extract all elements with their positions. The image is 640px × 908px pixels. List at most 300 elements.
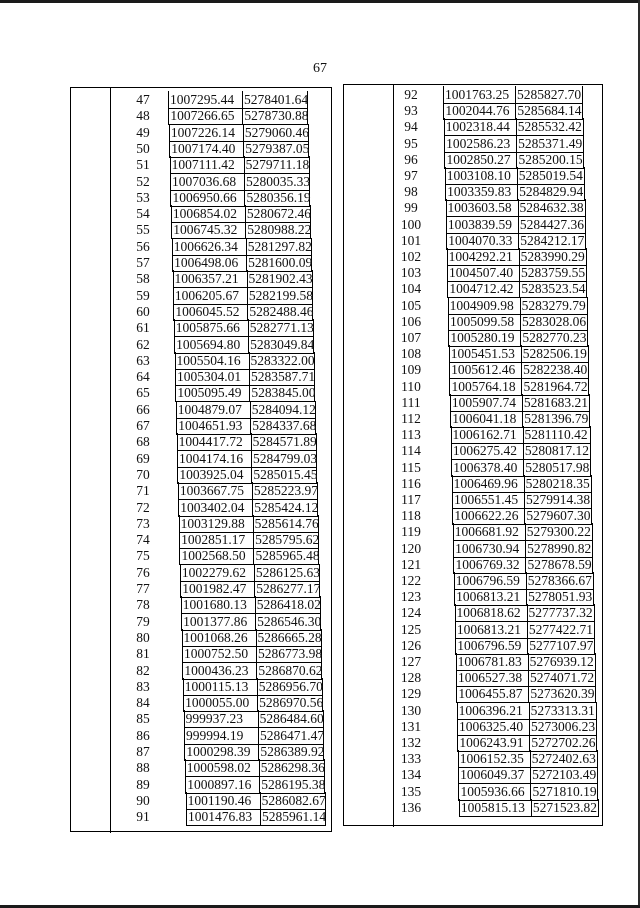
table-row	[344, 86, 604, 103]
y-coordinate: 5285424.12	[254, 499, 319, 515]
x-coordinate: 1005764.18	[449, 378, 521, 396]
y-coordinate: 5286870.62	[258, 662, 323, 678]
x-coordinate: 1002279.62	[180, 564, 254, 582]
point-number: 51	[136, 157, 150, 173]
point-number: 75	[136, 548, 150, 564]
point-number: 63	[136, 352, 150, 368]
y-coordinate: 5273620.39	[530, 686, 595, 702]
x-coordinate: 1006681.92	[453, 523, 525, 541]
x-coordinate: 1007036.68	[170, 173, 244, 191]
y-coordinate: 5284571.89	[252, 434, 317, 450]
point-number: 107	[400, 330, 422, 345]
x-coordinate: 1005095.49	[175, 384, 249, 402]
y-coordinate: 5286298.36	[260, 760, 325, 776]
x-coordinate: 1000115.13	[183, 678, 257, 696]
point-number: 111	[401, 394, 421, 410]
x-coordinate: 1005936.66	[458, 783, 530, 801]
table-row	[344, 799, 604, 816]
x-coordinate: 1006950.66	[170, 189, 244, 207]
table-row	[71, 107, 333, 124]
table-row	[71, 547, 333, 564]
table-row	[71, 531, 333, 548]
y-coordinate: 5283279.79	[521, 297, 586, 313]
point-number: 110	[401, 378, 421, 394]
table-row	[344, 621, 604, 638]
x-coordinate: 1006162.71	[451, 426, 523, 444]
point-number: 80	[136, 629, 150, 645]
y-coordinate: 5285614.76	[254, 515, 319, 531]
table-row	[71, 368, 333, 385]
y-coordinate: 5285200.15	[518, 151, 583, 167]
table-row	[344, 523, 604, 540]
y-coordinate: 5278678.59	[527, 556, 592, 572]
point-number: 92	[404, 87, 418, 102]
y-coordinate: 5280035.33	[246, 173, 311, 189]
table-row	[344, 750, 604, 767]
x-coordinate: 1005694.80	[174, 336, 248, 354]
x-coordinate: 1006730.94	[453, 540, 525, 558]
y-coordinate: 5286665.28	[257, 629, 322, 645]
y-coordinate: 5280218.35	[525, 475, 590, 491]
x-coordinate: 1006357.21	[173, 270, 247, 288]
x-coordinate: 1006551.45	[452, 491, 524, 509]
point-number: 54	[136, 206, 150, 222]
point-number: 59	[136, 287, 150, 303]
y-coordinate: 5285019.54	[518, 168, 583, 183]
point-number: 127	[400, 654, 422, 669]
y-coordinate: 5278051.93	[528, 589, 593, 605]
x-coordinate: 1006622.26	[452, 507, 524, 525]
x-coordinate: 1006378.40	[451, 459, 523, 477]
table-row	[71, 759, 333, 776]
table-row	[344, 297, 604, 314]
point-number: 53	[136, 189, 150, 205]
point-number: 134	[400, 767, 422, 783]
x-coordinate: 1001068.26	[182, 629, 256, 647]
table-row	[71, 254, 333, 271]
x-coordinate: 1001190.46	[186, 792, 260, 810]
table-row	[344, 556, 604, 573]
table-row	[344, 345, 604, 362]
y-coordinate: 5272702.26	[531, 735, 596, 750]
point-number: 105	[400, 297, 422, 313]
x-coordinate: 1001982.47	[180, 580, 254, 598]
table-row	[344, 216, 604, 233]
x-coordinate: 1005304.01	[175, 368, 249, 386]
y-coordinate: 5272402.63	[531, 751, 596, 767]
y-coordinate: 5271810.19	[532, 783, 597, 799]
x-coordinate: 1000298.39	[184, 743, 258, 761]
table-row	[344, 685, 604, 702]
table-row	[344, 475, 604, 492]
table-row	[344, 232, 604, 249]
table-row	[344, 313, 604, 330]
y-coordinate: 5278730.88	[244, 108, 309, 124]
y-coordinate: 5285795.62	[255, 532, 320, 548]
table-row	[344, 361, 604, 378]
x-coordinate: 1000897.16	[185, 776, 259, 794]
y-coordinate: 5278366.67	[527, 573, 592, 588]
x-coordinate: 1005907.74	[450, 394, 522, 412]
y-coordinate: 5286773.98	[257, 646, 323, 662]
point-number: 97	[404, 168, 418, 183]
y-coordinate: 5285371.49	[518, 135, 583, 151]
point-number: 124	[400, 605, 422, 621]
table-row	[71, 580, 333, 597]
y-coordinate: 5277422.71	[528, 621, 593, 637]
x-coordinate: 1004879.07	[176, 401, 250, 419]
point-number: 89	[136, 776, 150, 792]
table-row	[344, 637, 604, 654]
point-number: 136	[400, 799, 422, 815]
table-row	[71, 710, 333, 727]
x-coordinate: 1007174.40	[169, 140, 243, 158]
point-number: 130	[400, 702, 422, 718]
point-number: 115	[401, 459, 421, 475]
table-row	[71, 221, 333, 238]
table-row	[71, 238, 333, 255]
y-coordinate: 5286546.30	[257, 613, 322, 629]
y-coordinate: 5284094.12	[251, 401, 316, 417]
x-coordinate: 1006769.32	[453, 556, 525, 574]
point-number: 72	[136, 499, 150, 515]
point-number: 84	[136, 695, 150, 711]
table-row	[71, 303, 333, 320]
table-row	[71, 205, 333, 222]
table-row	[344, 167, 604, 184]
x-coordinate: 1006781.83	[456, 653, 528, 671]
table-row	[71, 91, 333, 108]
y-coordinate: 5285961.14	[262, 809, 327, 825]
table-row	[71, 384, 333, 401]
y-coordinate: 5282199.58	[248, 287, 314, 303]
y-coordinate: 5283990.29	[520, 249, 585, 264]
x-coordinate: 1002318.44	[444, 118, 516, 136]
y-coordinate: 5281902.43	[248, 271, 313, 287]
point-number: 60	[136, 303, 150, 319]
y-coordinate: 5285532.42	[517, 119, 582, 135]
table-row	[71, 727, 333, 744]
y-coordinate: 5277737.32	[528, 605, 593, 621]
table-row	[344, 507, 604, 524]
table-row	[71, 792, 333, 809]
x-coordinate: 1006498.06	[172, 254, 246, 272]
point-number: 100	[400, 216, 422, 232]
table-row	[344, 459, 604, 476]
x-coordinate: 1006854.02	[171, 205, 245, 223]
y-coordinate: 5273313.31	[530, 702, 595, 718]
y-coordinate: 5273006.23	[531, 718, 596, 734]
point-number: 48	[136, 108, 150, 124]
point-number: 101	[400, 232, 422, 248]
x-coordinate: 1005612.46	[449, 361, 521, 379]
point-number: 122	[400, 573, 422, 588]
point-number: 123	[400, 589, 422, 605]
point-number: 76	[136, 564, 150, 580]
y-coordinate: 5282770.23	[522, 330, 587, 345]
x-coordinate: 1007266.65	[168, 107, 242, 125]
point-number: 102	[400, 249, 422, 264]
x-coordinate: 1000436.23	[182, 662, 256, 680]
point-number: 78	[136, 597, 150, 613]
y-coordinate: 5286277.17	[256, 581, 321, 596]
x-coordinate: 1001763.25	[443, 86, 515, 104]
y-coordinate: 5283759.55	[520, 265, 586, 281]
y-coordinate: 5283028.06	[522, 313, 587, 329]
y-coordinate: 5282238.40	[523, 362, 588, 378]
table-row	[344, 718, 604, 735]
point-number: 131	[400, 718, 422, 734]
point-number: 83	[136, 678, 150, 694]
y-coordinate: 5281297.82	[247, 238, 312, 254]
y-coordinate: 5284212.17	[520, 232, 585, 248]
x-coordinate: 1002851.17	[179, 531, 253, 549]
point-number: 68	[136, 434, 150, 450]
table-row	[344, 442, 604, 459]
x-coordinate: 1006275.42	[451, 442, 523, 460]
table-row	[71, 482, 333, 499]
point-number: 96	[404, 151, 418, 167]
y-coordinate: 5286418.02	[256, 597, 321, 613]
x-coordinate: 1003108.10	[445, 167, 517, 185]
point-number: 82	[136, 662, 150, 678]
x-coordinate: 1006796.59	[454, 572, 526, 590]
table-row	[344, 783, 604, 800]
point-number: 117	[401, 492, 421, 507]
y-coordinate: 5279607.30	[526, 508, 591, 524]
x-coordinate: 1007295.44	[168, 91, 242, 109]
x-coordinate: 1006626.34	[172, 238, 246, 256]
x-coordinate: 1004909.98	[448, 297, 520, 315]
table-row	[71, 173, 333, 190]
x-coordinate: 1002586.23	[444, 135, 516, 153]
point-number: 69	[136, 450, 150, 466]
x-coordinate: 1005504.16	[175, 352, 249, 370]
point-number: 113	[401, 427, 421, 443]
table-row	[344, 199, 604, 216]
point-number: 90	[136, 792, 150, 808]
y-coordinate: 5278401.64	[244, 92, 309, 107]
x-coordinate: 1001680.13	[181, 596, 255, 614]
scan-edge-top	[0, 0, 640, 3]
x-coordinate: 999937.23	[184, 710, 258, 728]
y-coordinate: 5279300.22	[526, 524, 591, 540]
point-number: 106	[400, 313, 422, 329]
y-coordinate: 5271523.82	[532, 799, 597, 815]
table-row	[344, 588, 604, 605]
y-coordinate: 5283322.00	[250, 352, 315, 368]
point-number: 52	[136, 173, 150, 189]
table-row	[344, 151, 604, 168]
table-row	[71, 645, 333, 662]
x-coordinate: 1003129.88	[179, 515, 253, 533]
point-number: 62	[136, 336, 150, 352]
point-number: 73	[136, 515, 150, 531]
y-coordinate: 5277107.97	[529, 637, 594, 653]
table-row	[344, 280, 604, 297]
point-number: 47	[136, 92, 150, 107]
point-number: 94	[404, 119, 418, 135]
x-coordinate: 1005099.58	[448, 313, 520, 331]
y-coordinate: 5285827.70	[517, 87, 582, 102]
point-number: 56	[136, 238, 150, 254]
table-row	[71, 564, 333, 581]
point-number: 71	[136, 483, 150, 499]
table-row	[71, 596, 333, 613]
x-coordinate: 1005280.19	[448, 329, 520, 347]
y-coordinate: 5279060.46	[244, 124, 309, 140]
table-row	[71, 662, 333, 679]
table-row	[344, 248, 604, 265]
point-number: 57	[136, 255, 150, 270]
x-coordinate: 1006745.32	[171, 221, 245, 239]
x-coordinate: 1006045.52	[173, 303, 247, 321]
x-coordinate: 1006469.96	[452, 475, 524, 493]
point-number: 66	[136, 401, 150, 417]
table-row	[344, 734, 604, 751]
point-number: 55	[136, 222, 150, 238]
y-coordinate: 5284799.03	[253, 450, 318, 466]
point-number: 120	[400, 540, 422, 556]
y-coordinate: 5280672.46	[246, 206, 311, 222]
y-coordinate: 5274071.72	[529, 670, 595, 686]
x-coordinate: 1002044.76	[443, 102, 515, 120]
table-row	[71, 401, 333, 418]
table-row	[344, 669, 604, 686]
page-number: 67	[313, 61, 327, 76]
point-number: 95	[404, 135, 418, 151]
y-coordinate: 5279914.38	[526, 492, 591, 507]
x-coordinate: 1003667.75	[178, 482, 252, 500]
point-number: 65	[136, 385, 150, 401]
table-row	[71, 499, 333, 516]
y-coordinate: 5280356.19	[246, 189, 311, 205]
point-number: 74	[136, 532, 150, 548]
y-coordinate: 5280817.12	[524, 443, 590, 459]
y-coordinate: 5284427.36	[519, 216, 584, 232]
x-coordinate: 1000055.00	[183, 694, 257, 712]
table-row	[71, 776, 333, 793]
point-number: 70	[136, 466, 150, 482]
point-number: 109	[400, 362, 422, 378]
y-coordinate: 5280517.98	[525, 459, 590, 475]
table-row	[344, 426, 604, 443]
table-right-edge	[331, 87, 332, 832]
table-row	[344, 604, 604, 621]
table-row	[344, 702, 604, 719]
x-coordinate: 1006049.37	[458, 766, 530, 784]
y-coordinate: 5276939.12	[529, 654, 594, 669]
point-number: 132	[400, 735, 422, 750]
table-row	[71, 629, 333, 646]
x-coordinate: 1005815.13	[459, 799, 531, 817]
y-coordinate: 5283845.00	[251, 385, 316, 401]
point-number: 64	[136, 369, 150, 385]
point-number: 104	[400, 281, 422, 297]
table-row	[71, 450, 333, 467]
x-coordinate: 1000752.50	[182, 645, 256, 663]
x-coordinate: 1006041.18	[450, 410, 522, 428]
y-coordinate: 5283049.84	[250, 336, 315, 352]
x-coordinate: 1006325.40	[457, 718, 529, 736]
y-coordinate: 5284829.94	[519, 184, 584, 200]
point-number: 67	[136, 418, 150, 433]
x-coordinate: 1004292.21	[447, 248, 519, 266]
x-coordinate: 1007111.42	[170, 156, 244, 174]
table-row	[71, 270, 333, 287]
y-coordinate: 5285684.14	[517, 103, 582, 119]
coordinates-table-left	[70, 87, 332, 832]
table-row	[344, 135, 604, 152]
point-number: 119	[401, 524, 421, 540]
point-number: 88	[136, 760, 150, 776]
y-coordinate: 5286956.70	[258, 678, 323, 694]
table-row	[71, 189, 333, 206]
table-row	[344, 183, 604, 200]
x-coordinate: 1006152.35	[458, 750, 530, 768]
table-row	[344, 491, 604, 508]
x-coordinate: 1002850.27	[444, 151, 516, 169]
y-coordinate: 5272103.49	[532, 767, 597, 783]
x-coordinate: 1005451.53	[449, 345, 521, 363]
x-coordinate: 1003839.59	[446, 216, 518, 234]
x-coordinate: 1004712.42	[447, 280, 519, 298]
y-coordinate: 5286082.67	[261, 792, 326, 808]
table-row	[344, 102, 604, 119]
point-number: 93	[404, 103, 418, 119]
point-number: 114	[401, 443, 421, 459]
table-row	[71, 287, 333, 304]
x-coordinate: 1005875.66	[174, 319, 248, 337]
x-coordinate: 999994.19	[184, 727, 258, 745]
point-number: 112	[401, 411, 421, 426]
x-coordinate: 1006796.59	[455, 637, 527, 655]
point-number: 49	[136, 124, 150, 140]
x-coordinate: 1006455.87	[456, 685, 528, 703]
x-coordinate: 1003603.58	[446, 199, 518, 217]
table-row	[344, 378, 604, 395]
x-coordinate: 1006813.21	[455, 621, 527, 639]
x-coordinate: 1004507.40	[447, 264, 519, 282]
point-number: 99	[404, 200, 418, 216]
point-number: 79	[136, 613, 150, 629]
x-coordinate: 1001377.86	[181, 613, 255, 631]
y-coordinate: 5278990.82	[527, 540, 592, 556]
table-row	[71, 678, 333, 695]
y-coordinate: 5286195.38	[261, 776, 326, 792]
point-number: 125	[400, 621, 422, 637]
x-coordinate: 1006527.38	[456, 669, 528, 687]
table-row	[344, 394, 604, 411]
point-number: 61	[136, 320, 150, 336]
y-coordinate: 5285965.48	[255, 548, 320, 564]
x-coordinate: 1003402.04	[178, 499, 252, 517]
x-coordinate: 1006813.21	[454, 588, 526, 606]
x-coordinate: 1002568.50	[179, 547, 253, 565]
table-row	[71, 156, 333, 173]
y-coordinate: 5284632.38	[519, 200, 584, 216]
x-coordinate: 1000598.02	[185, 759, 259, 777]
table-row	[344, 410, 604, 427]
table-row	[71, 417, 333, 434]
y-coordinate: 5286484.60	[259, 711, 324, 727]
point-number: 128	[400, 670, 422, 686]
point-number: 108	[400, 346, 422, 362]
y-coordinate: 5279387.05	[245, 140, 310, 156]
point-number: 87	[136, 744, 150, 759]
x-coordinate: 1003359.83	[445, 183, 517, 201]
y-coordinate: 5286970.56	[259, 695, 324, 711]
